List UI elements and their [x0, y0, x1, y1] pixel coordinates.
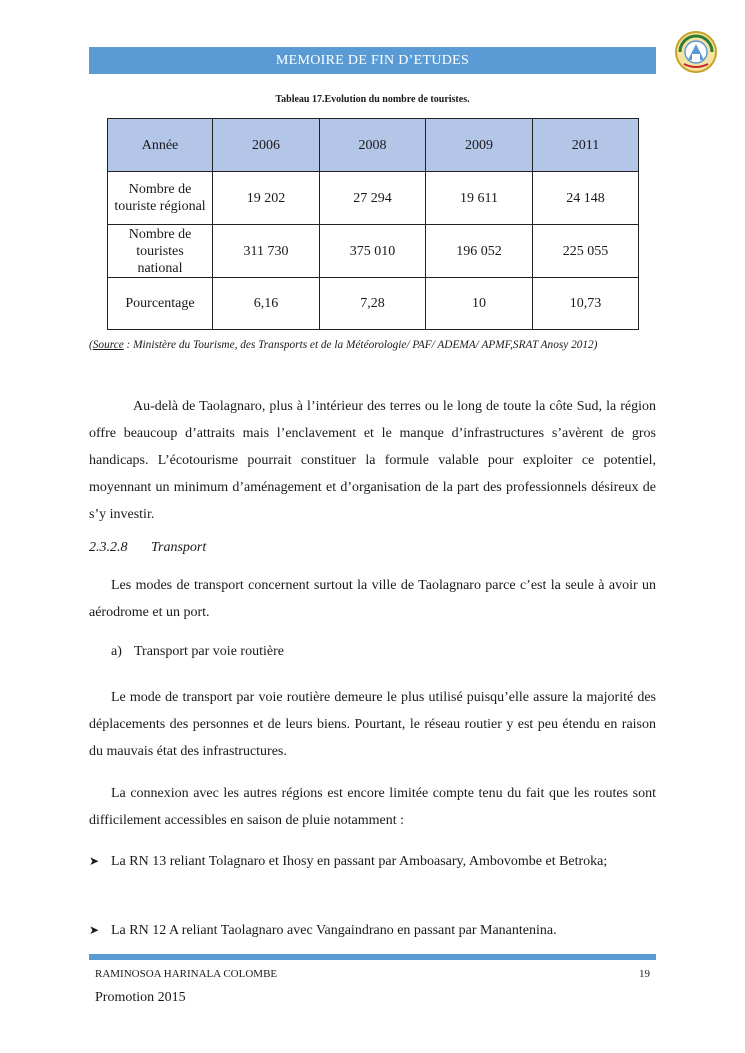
table-cell: 375 010 [320, 225, 426, 278]
bullet-rn12a [89, 917, 656, 944]
header-cell: 2006 [213, 119, 320, 172]
header-cell: 2008 [320, 119, 426, 172]
paragraph-ecotourism: Au-delà de Taolagnaro, plus à l’intérieur des terres ou le long de toute la côte Sud, la région offre beaucoup d’attraits mais l’enclavement et le manque d’infrastructures s’avèrent de gros handicaps. L’écotourisme pourrait constituer la formule valable pour exploiter ce potentiel, moyennant un minimum d’aménagement et d’organisation de la part des professionnels désireux de s’y investir. [89, 399, 656, 522]
header-cell: 2009 [426, 119, 533, 172]
table-cell: 196 052 [426, 225, 533, 278]
university-emblem-icon [674, 30, 718, 74]
table-cell: 10,73 [533, 278, 639, 330]
arrowhead-bullet-icon: ➤ [89, 854, 100, 868]
table-cell: 7,28 [320, 278, 426, 330]
bullet-rn13 [89, 848, 656, 875]
row-label: Nombre de touriste régional [108, 172, 213, 225]
source-label: Source [92, 339, 124, 351]
source-text: : Ministère du Tourisme, des Transports et de la Météorologie/ PAF/ ADEMA/ APMF,SRAT Anosy 2012) [123, 339, 598, 351]
row-label: Pourcentage [108, 278, 213, 330]
table-row [108, 225, 639, 278]
document-title: MEMOIRE DE FIN D’ETUDES [275, 53, 470, 68]
section-title: Transport [151, 540, 207, 555]
paragraph-connections: La connexion avec les autres régions est encore limitée compte tenu du fait que les routes sont difficilement accessibles en saison de pluie notamment : [89, 786, 656, 828]
table-cell: 27 294 [320, 172, 426, 225]
bullet-text: La RN 13 reliant Tolagnaro et Ihosy en passant par Amboasary, Ambovombe et Betroka; [111, 854, 608, 869]
section-heading [89, 540, 206, 556]
footer-bar [89, 954, 656, 960]
table-row [108, 278, 639, 330]
subsection-title: Transport par voie routière [134, 644, 284, 659]
subsection-marker: a) [111, 644, 122, 659]
bullet-text: La RN 12 A reliant Taolagnaro avec Vangaindrano en passant par Manantenina. [111, 923, 557, 938]
header-bar [89, 47, 656, 74]
page-number: 19 [639, 968, 650, 980]
table-cell: 10 [426, 278, 533, 330]
header-cell: 2011 [533, 119, 639, 172]
table-caption: Tableau 17.Evolution du nombre de touristes. [275, 94, 470, 105]
table-cell: 225 055 [533, 225, 639, 278]
footer-author: RAMINOSOA HARINALA COLOMBE [95, 968, 278, 980]
paragraph-road-transport: Le mode de transport par voie routière demeure le plus utilisé puisqu’elle assure la majorité des déplacements des personnes et de leurs biens. Pourtant, le réseau routier y est peu étendu en raison du mauvais état des infrastructures. [89, 690, 656, 759]
table-cell: 311 730 [213, 225, 320, 278]
section-number: 2.3.2.8 [89, 540, 128, 555]
table-row [108, 172, 639, 225]
paragraph-transport-modes: Les modes de transport concernent surtout la ville de Taolagnaro parce c’est la seule à avoir un aérodrome et un port. [89, 578, 656, 620]
tourist-table [107, 118, 639, 330]
promotion-label: Promotion 2015 [95, 990, 186, 1005]
arrowhead-bullet-icon: ➤ [89, 923, 100, 937]
table-header-row [108, 119, 639, 172]
subsection-heading [111, 644, 284, 660]
table-cell: 6,16 [213, 278, 320, 330]
row-label: Nombre de touristes national [108, 225, 213, 278]
header-cell-year: Année [108, 119, 213, 172]
source-open-paren: ( [89, 339, 93, 351]
table-cell: 24 148 [533, 172, 639, 225]
table-source-note [89, 334, 656, 356]
table-cell: 19 611 [426, 172, 533, 225]
table-cell: 19 202 [213, 172, 320, 225]
